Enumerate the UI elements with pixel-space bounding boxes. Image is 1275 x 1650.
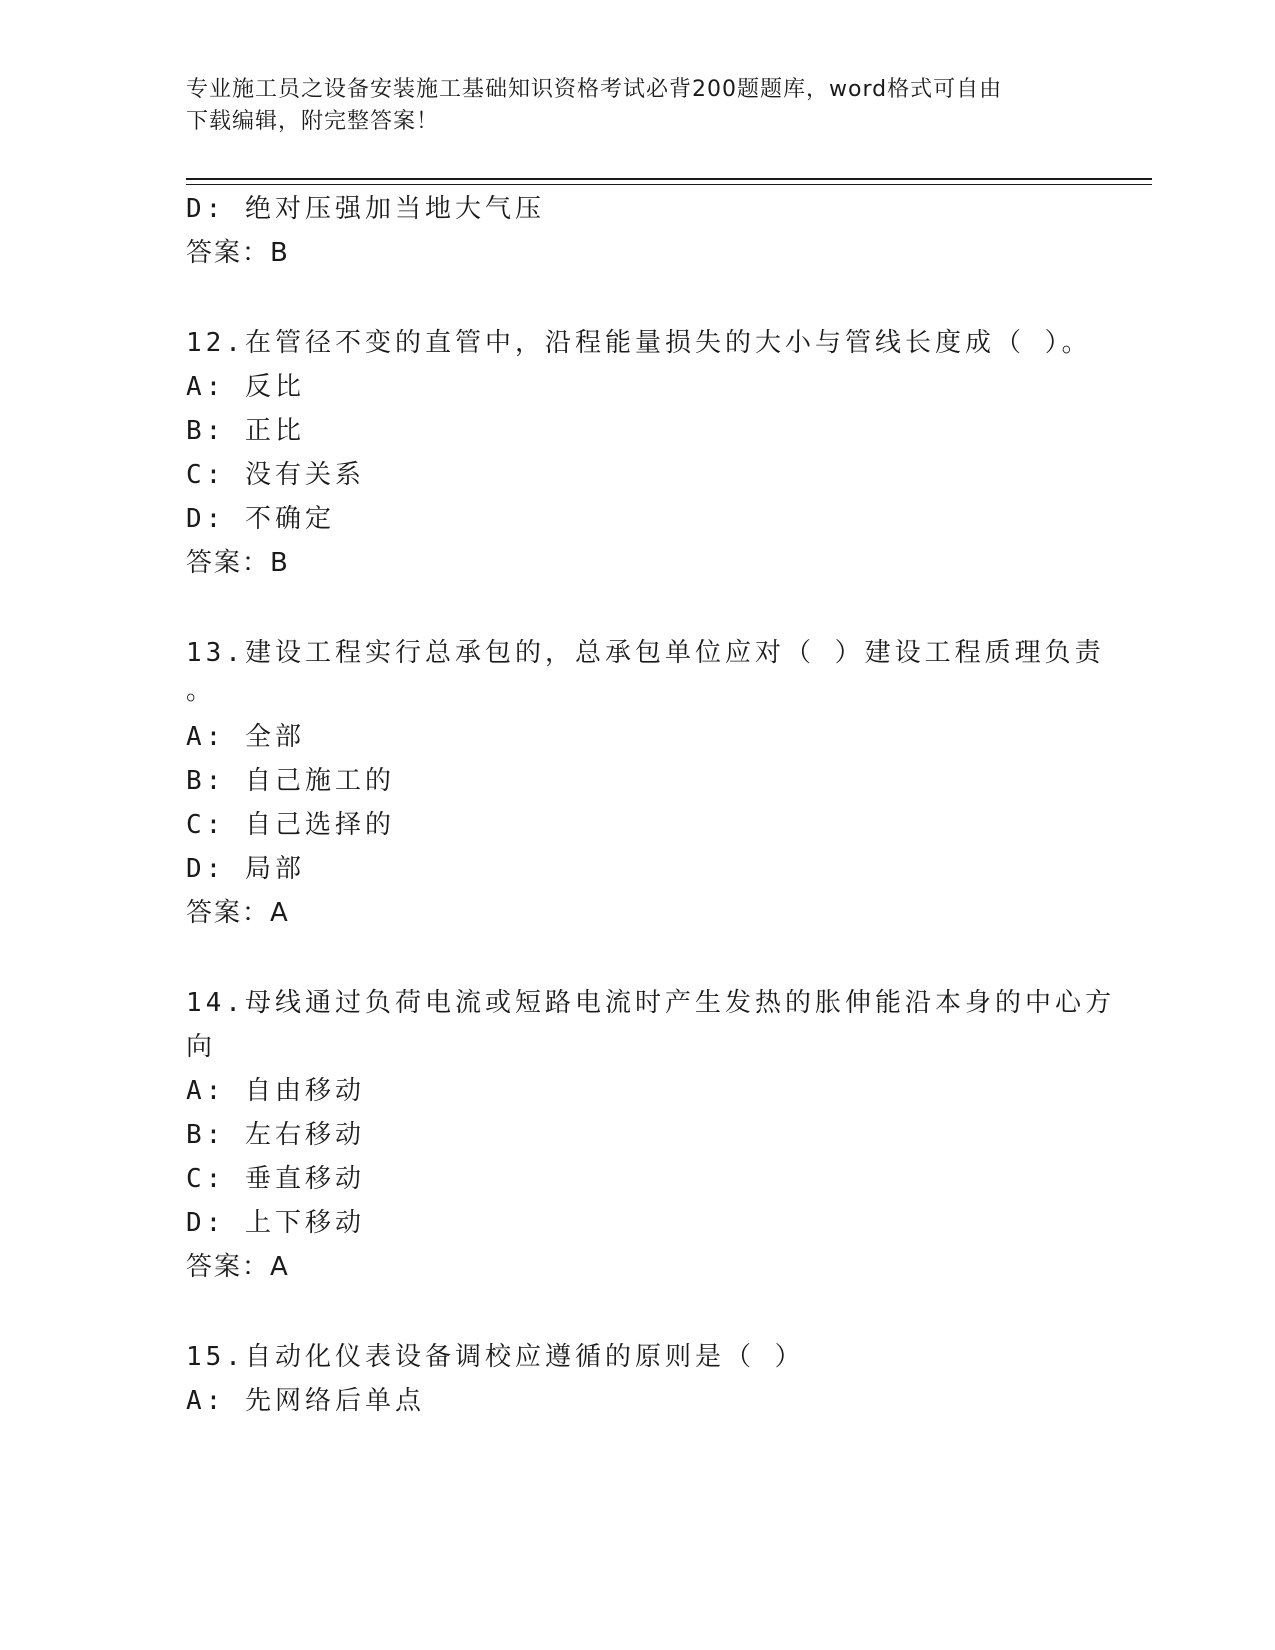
question-12-stem: 12.在管径不变的直管中，沿程能量损失的大小与管线长度成（ ）。 (186, 328, 1092, 358)
question-12-option-a: A: 反比 (186, 372, 305, 402)
question-14-option-b: B: 左右移动 (186, 1120, 365, 1150)
header-line-2: 下载编辑，附完整答案！ (186, 109, 440, 134)
question-14-stem-continued: 向 (186, 1032, 217, 1062)
question-15-option-a: A: 先网络后单点 (186, 1386, 425, 1416)
question-15-stem: 15.自动化仪表设备调校应遵循的原则是（ ） (186, 1342, 805, 1372)
question-12-option-c: C: 没有关系 (186, 460, 365, 490)
question-13-option-b: B: 自己施工的 (186, 766, 395, 796)
prev-answer: 答案：B (186, 238, 290, 268)
question-13-stem: 13.建设工程实行总承包的，总承包单位应对（ ）建设工程质理负责 (186, 638, 1105, 668)
question-13-option-c: C: 自己选择的 (186, 810, 395, 840)
question-13-option-d: D: 局部 (186, 854, 305, 884)
question-14-option-a: A: 自由移动 (186, 1076, 365, 1106)
question-12-option-b: B: 正比 (186, 416, 305, 446)
question-14-answer: 答案：A (186, 1252, 290, 1282)
header-divider-thick (186, 178, 1152, 180)
header-line-1: 专业施工员之设备安装施工基础知识资格考试必背200题题库，word格式可自由 (186, 77, 1003, 102)
document-header (186, 74, 1066, 138)
question-13-answer: 答案：A (186, 898, 290, 928)
prev-option-d: D: 绝对压强加当地大气压 (186, 194, 545, 224)
question-12-option-d: D: 不确定 (186, 504, 335, 534)
question-13-stem-continued: 。 (186, 676, 217, 706)
question-14-option-c: C: 垂直移动 (186, 1164, 365, 1194)
header-divider-thin (186, 184, 1152, 185)
question-13-option-a: A: 全部 (186, 722, 305, 752)
question-14-stem: 14.母线通过负荷电流或短路电流时产生发热的胀伸能沿本身的中心方 (186, 988, 1115, 1018)
question-14-option-d: D: 上下移动 (186, 1208, 365, 1238)
question-12-answer: 答案：B (186, 548, 290, 578)
